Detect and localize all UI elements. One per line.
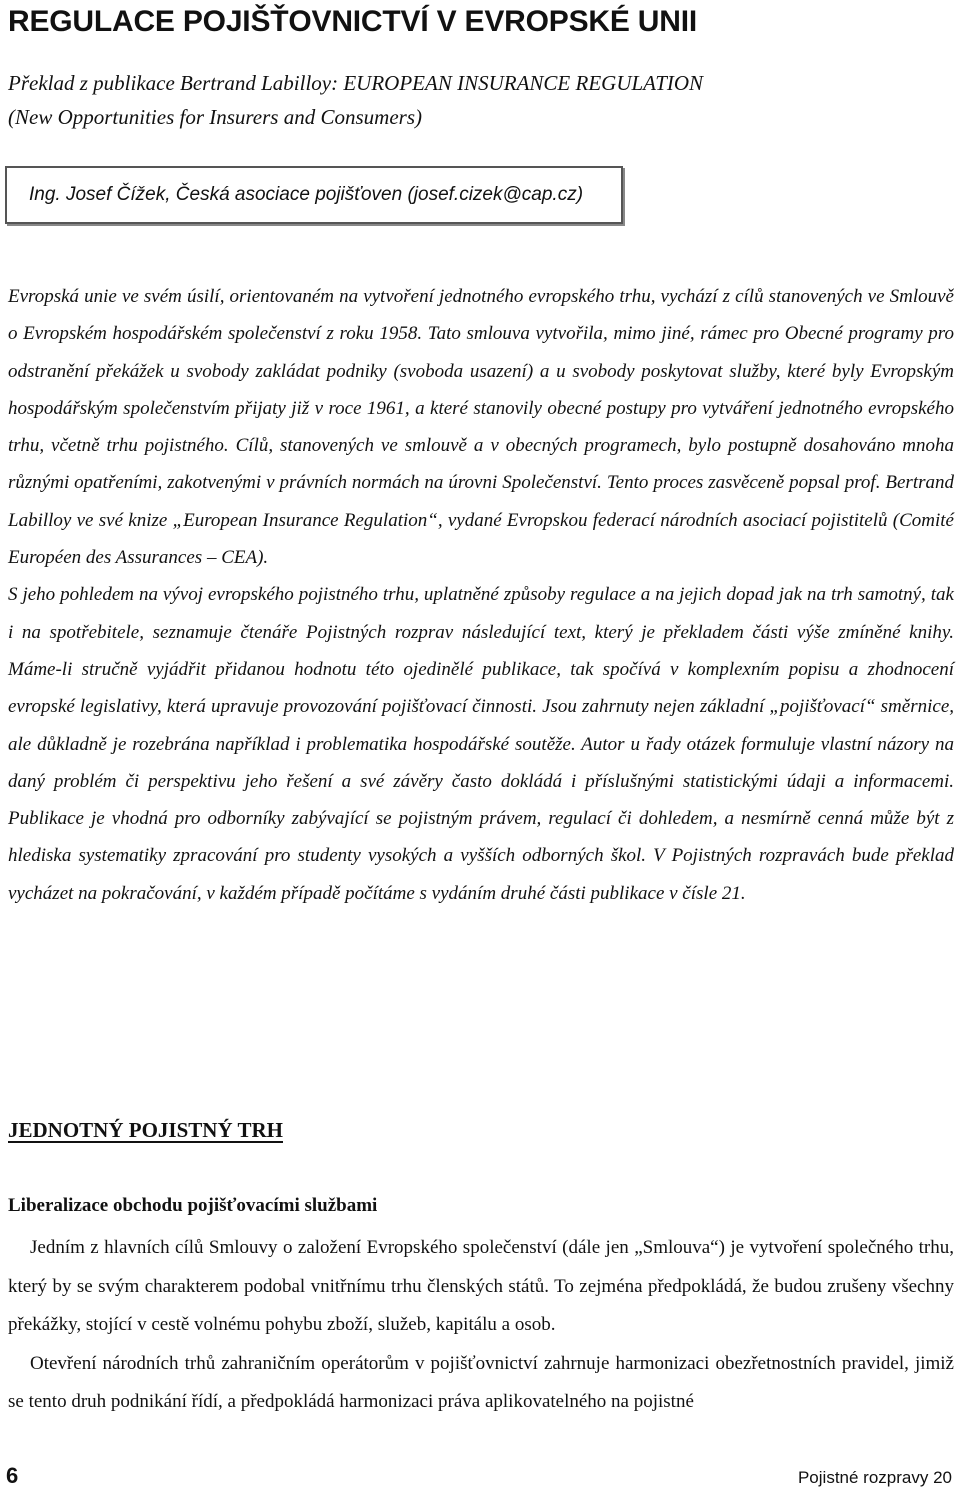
author-box <box>5 166 623 224</box>
author-credit: Ing. Josef Čížek, Česká asociace pojišťoven (josef.cizek@cap.cz) <box>29 184 584 205</box>
subtitle-line-1: Překlad z publikace Bertrand Labilloy: EUROPEAN INSURANCE REGULATION <box>8 71 704 95</box>
article-title: REGULACE POJIŠŤOVNICTVÍ V EVROPSKÉ UNII <box>8 5 697 38</box>
body-paragraph-1: Jedním z hlavních cílů Smlouvy o založení Evropského společenství (dále jen „Smlouva“) je vytvoření společného trhu, který by se svým charakterem podobal vnitřnímu trhu členských států. To zejména předpokládá, že budou zrušeny všechny překážky, stojící v cestě volnému pohybu zboží, služeb, kapitálu a osob. <box>8 1237 954 1335</box>
page-number: 6 <box>6 1463 19 1488</box>
intro-paragraph-2: S jeho pohledem na vývoj evropského pojistného trhu, uplatněné způsoby regulace a na jejich dopad jak na trh samotný, tak i na spotřebitele, seznamuje čtenáře Pojistných rozprav následující text, který je překladem části výše zmíněné knihy. Máme-li stručně vyjádřit přidanou hodnotu této ojedinělé publikace, tak spočívá v komplexním popisu a zhodnocení evropské legislativy, která upravuje provozování pojišťovací činnosti. Jsou zahrnuty nejen základní „pojišťovací“ směrnice, ale důkladně je rozebrána například i problematika hospodářské soutěže. Autor u řady otázek formuluje vlastní názory na daný problém či perspektivu jeho řešení a své závěry často dokládá i příslušnými statistickými údaji a informacemi. Publikace je vhodná pro odborníky zabývající se pojistným právem, regulací či dohledem, a nesmírně cenná může být z hlediska systematiky zpracování pro studenty vysokých a vyšších odborných škol. V Pojistných rozpravách bude překlad vycházet na pokračování, v každém případě počítáme s vydáním druhé části publikace v čísle 21. <box>8 584 954 904</box>
intro-paragraph-1: Evropská unie ve svém úsilí, orientovaném na vytvoření jednotného evropského trhu, vychází z cílů stanovených ve Smlouvě o Evropském hospodářském společenství z roku 1958. Tato smlouva vytvořila, mimo jiné, rámec pro Obecné programy pro odstranění překážek u svobody zakládat podniky (svoboda usazení) a u svobody poskytovat služby, které byly Evropským hospodářským společenstvím přijaty již v roce 1961, a které stanovily obecné postupy pro vytváření jednotného evropského trhu, včetně trhu pojistného. Cílů, stanovených ve smlouvě a v obecných programech, bylo postupně dosahováno mnoha různými opatřeními, zakotvenými v právních normách na úrovni Společenství. Tento proces zasvěceně popsal prof. Bertrand Labilloy ve své knize „European Insurance Regulation“, vydané Evropskou federací národních asociací pojistitelů (Comité Européen des Assurances – CEA). <box>8 286 954 569</box>
body-paragraph-2: Otevření národních trhů zahraničním operátorům v pojišťovnictví zahrnuje harmonizaci obezřetnostních pravidel, jimiž se tento druh podnikání řídí, a předpokládá harmonizaci práva aplikovatelného na pojistné <box>8 1352 954 1412</box>
article-subtitle <box>8 66 948 134</box>
section-subheading: Liberalizace obchodu pojišťovacími službami <box>8 1195 378 1216</box>
journal-name: Pojistné rozpravy 20 <box>797 1468 952 1487</box>
subtitle-line-2: (New Opportunities for Insurers and Consumers) <box>8 105 422 129</box>
section-heading: JEDNOTNÝ POJISTNÝ TRH <box>8 1118 283 1142</box>
intro-text <box>8 278 954 912</box>
section-body <box>8 1229 954 1422</box>
